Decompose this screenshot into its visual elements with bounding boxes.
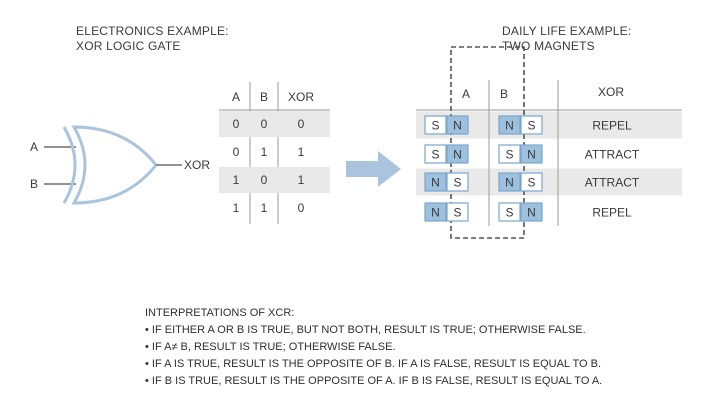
magnet-header-a: A [461, 87, 471, 101]
interpretations-title: INTERPRETATIONS OF XCR: [145, 307, 295, 319]
magnet-table [416, 47, 682, 238]
table-cell: 0 [260, 173, 268, 187]
magnet-pole-label: S [505, 205, 514, 220]
gate-input-b-label: B [30, 177, 39, 191]
magnet-b [499, 173, 542, 191]
table-header-cell: XOR [287, 90, 315, 104]
daily-life-title-line2: TWO MAGNETS [502, 39, 595, 53]
magnet-pole-label: N [527, 205, 536, 220]
electronics-title-line1: ELECTRONICS EXAMPLE: [76, 24, 229, 38]
table-cell: 0 [297, 117, 305, 131]
magnet-a [425, 116, 468, 134]
magnet-result: ATTRACT [584, 147, 640, 162]
interpretation-item: • IF A≠ B, RESULT IS TRUE; OTHERWISE FALSE. [145, 341, 396, 353]
electronics-title-line2: XOR LOGIC GATE [76, 39, 181, 53]
magnet-result: ATTRACT [584, 175, 640, 190]
magnet-b [499, 203, 542, 221]
table-cell: 1 [260, 145, 268, 159]
interpretation-item: • IF EITHER A OR B IS TRUE, BUT NOT BOTH, RESULT IS TRUE; OTHERWISE FALSE. [145, 324, 586, 336]
xor-gate [30, 127, 210, 203]
table-cell: 1 [260, 201, 268, 215]
interpretations [145, 305, 602, 390]
table-cell: 0 [260, 117, 268, 131]
magnet-pole-label: S [527, 118, 536, 133]
interpretation-item: • IF B IS TRUE, RESULT IS THE OPPOSITE OF A. IF B IS FALSE, RESULT IS EQUAL TO A. [145, 375, 603, 387]
magnet-pole-label: S [453, 175, 462, 190]
table-cell: 0 [232, 145, 240, 159]
interpretation-item: • IF A IS TRUE, RESULT IS THE OPPOSITE OF B. IF A IS FALSE, RESULT IS EQUAL TO B. [145, 358, 602, 370]
right-arrow-icon [346, 151, 401, 187]
magnet-a [425, 145, 468, 163]
magnet-pole-label: S [431, 147, 440, 162]
magnet-b [499, 145, 542, 163]
table-cell: 1 [232, 201, 240, 215]
table-cell: 0 [232, 117, 240, 131]
magnet-pole-label: N [527, 147, 536, 162]
table-header-cell: B [259, 90, 269, 104]
gate-output-label: XOR [184, 158, 211, 172]
magnet-pole-label: N [505, 118, 514, 133]
magnet-result: REPEL [592, 205, 632, 220]
table-cell: 1 [232, 173, 240, 187]
magnet-pole-label: N [505, 175, 514, 190]
gate-body-outline [74, 127, 156, 203]
magnet-pole-label: N [431, 175, 440, 190]
table-header-cell: A [231, 90, 241, 104]
magnet-pole-label: S [527, 175, 536, 190]
magnet-pole-label: N [453, 147, 462, 162]
magnet-pole-label: S [505, 147, 514, 162]
magnet-pole-label: N [453, 118, 462, 133]
table-cell: 1 [297, 173, 305, 187]
magnet-header-xor: XOR [597, 85, 625, 99]
magnet-header-b: B [499, 87, 509, 101]
magnet-pole-label: S [453, 205, 462, 220]
magnet-b [499, 116, 542, 134]
magnet-pole-label: N [431, 205, 440, 220]
table-cell: 0 [297, 201, 305, 215]
magnet-result: REPEL [592, 118, 632, 133]
gate-input-a-label: A [30, 140, 39, 154]
gate-extra-input-curve [64, 127, 75, 203]
magnet-a [425, 203, 468, 221]
daily-life-title-line1: DAILY LIFE EXAMPLE: [502, 24, 632, 38]
truth-table [219, 82, 330, 224]
magnet-a [425, 173, 468, 191]
table-cell: 1 [297, 145, 305, 159]
magnet-pole-label: S [431, 118, 440, 133]
